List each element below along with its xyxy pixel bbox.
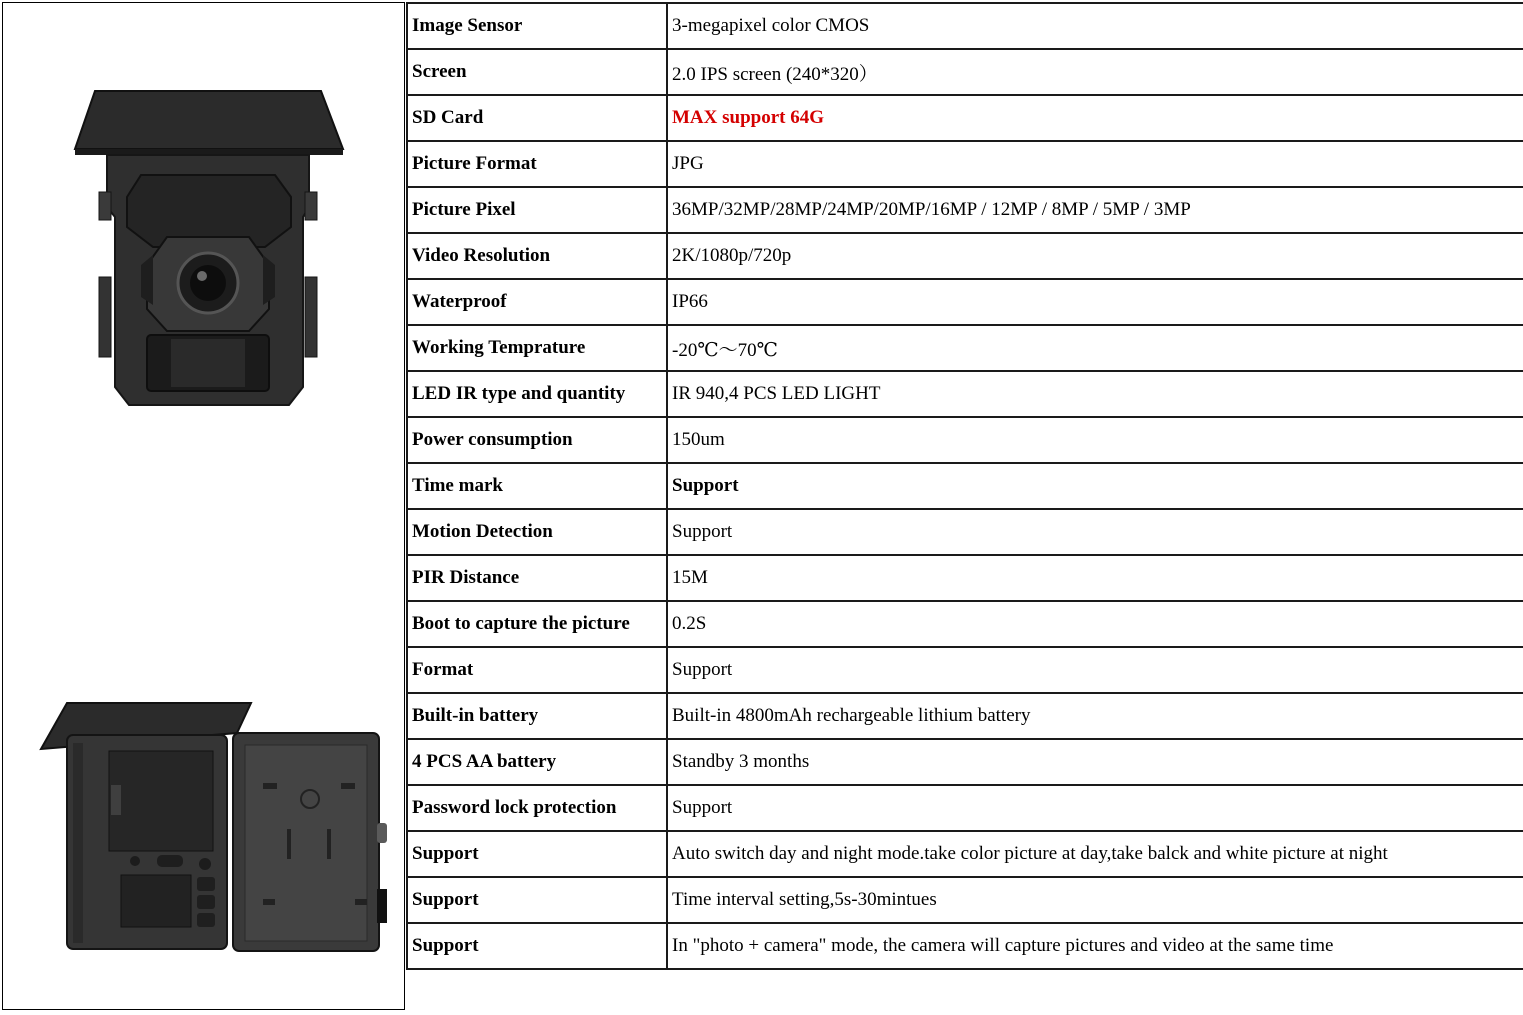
spec-label: Support — [407, 877, 667, 923]
spec-row — [407, 279, 1523, 325]
spec-label: Support — [407, 923, 667, 969]
spec-row — [407, 601, 1523, 647]
spec-row — [407, 49, 1523, 95]
spec-label: Built-in battery — [407, 693, 667, 739]
spec-value: Support — [667, 785, 1523, 831]
spec-value: 150um — [667, 417, 1523, 463]
spec-row — [407, 785, 1523, 831]
spec-value: MAX support 64G — [667, 95, 1523, 141]
spec-label: Image Sensor — [407, 3, 667, 49]
spec-row — [407, 233, 1523, 279]
spec-label: Support — [407, 831, 667, 877]
spec-label: Picture Format — [407, 141, 667, 187]
spec-label: 4 PCS AA battery — [407, 739, 667, 785]
spec-value: 15M — [667, 555, 1523, 601]
spec-row — [407, 877, 1523, 923]
spec-label: Picture Pixel — [407, 187, 667, 233]
spec-row — [407, 3, 1523, 49]
spec-value: 36MP/32MP/28MP/24MP/20MP/16MP / 12MP / 8MP / 5MP / 3MP — [667, 187, 1523, 233]
spec-value: IP66 — [667, 279, 1523, 325]
spec-label: Password lock protection — [407, 785, 667, 831]
spec-row — [407, 509, 1523, 555]
spec-value: Support — [667, 647, 1523, 693]
spec-value: Built-in 4800mAh rechargeable lithium battery — [667, 693, 1523, 739]
spec-label: LED IR type and quantity — [407, 371, 667, 417]
spec-label: Video Resolution — [407, 233, 667, 279]
spec-value: 0.2S — [667, 601, 1523, 647]
spec-row — [407, 371, 1523, 417]
spec-value: 3-megapixel color CMOS — [667, 3, 1523, 49]
spec-value: Support — [667, 509, 1523, 555]
spec-label: Boot to capture the picture — [407, 601, 667, 647]
spec-row — [407, 187, 1523, 233]
spec-value: -20℃～70℃ — [667, 325, 1523, 371]
spec-row — [407, 831, 1523, 877]
spec-row — [407, 417, 1523, 463]
spec-table — [406, 2, 1523, 970]
spec-value: In "photo + camera" mode, the camera will capture pictures and video at the same time — [667, 923, 1523, 969]
spec-value: Auto switch day and night mode.take color picture at day,take balck and white picture at night — [667, 831, 1523, 877]
spec-value: JPG — [667, 141, 1523, 187]
spec-label: Screen — [407, 49, 667, 95]
spec-row — [407, 95, 1523, 141]
spec-value: Standby 3 months — [667, 739, 1523, 785]
spec-row — [407, 141, 1523, 187]
spec-row — [407, 923, 1523, 969]
spec-label: Time mark — [407, 463, 667, 509]
spec-label: Working Temprature — [407, 325, 667, 371]
spec-row — [407, 739, 1523, 785]
spec-label: PIR Distance — [407, 555, 667, 601]
spec-value: Time interval setting,5s-30mintues — [667, 877, 1523, 923]
product-image-panel — [2, 2, 405, 1010]
spec-row — [407, 647, 1523, 693]
spec-value: 2K/1080p/720p — [667, 233, 1523, 279]
spec-label: Waterproof — [407, 279, 667, 325]
spec-label: Format — [407, 647, 667, 693]
spec-value: 2.0 IPS screen (240*320） — [667, 49, 1523, 95]
spec-row — [407, 555, 1523, 601]
spec-value: Support — [667, 463, 1523, 509]
spec-row — [407, 463, 1523, 509]
spec-row — [407, 693, 1523, 739]
spec-label: Power consumption — [407, 417, 667, 463]
trail-camera-front-icon — [69, 87, 349, 412]
spec-label: Motion Detection — [407, 509, 667, 555]
spec-value: IR 940,4 PCS LED LIGHT — [667, 371, 1523, 417]
spec-row — [407, 325, 1523, 371]
spec-label: SD Card — [407, 95, 667, 141]
trail-camera-open-icon — [37, 699, 387, 959]
